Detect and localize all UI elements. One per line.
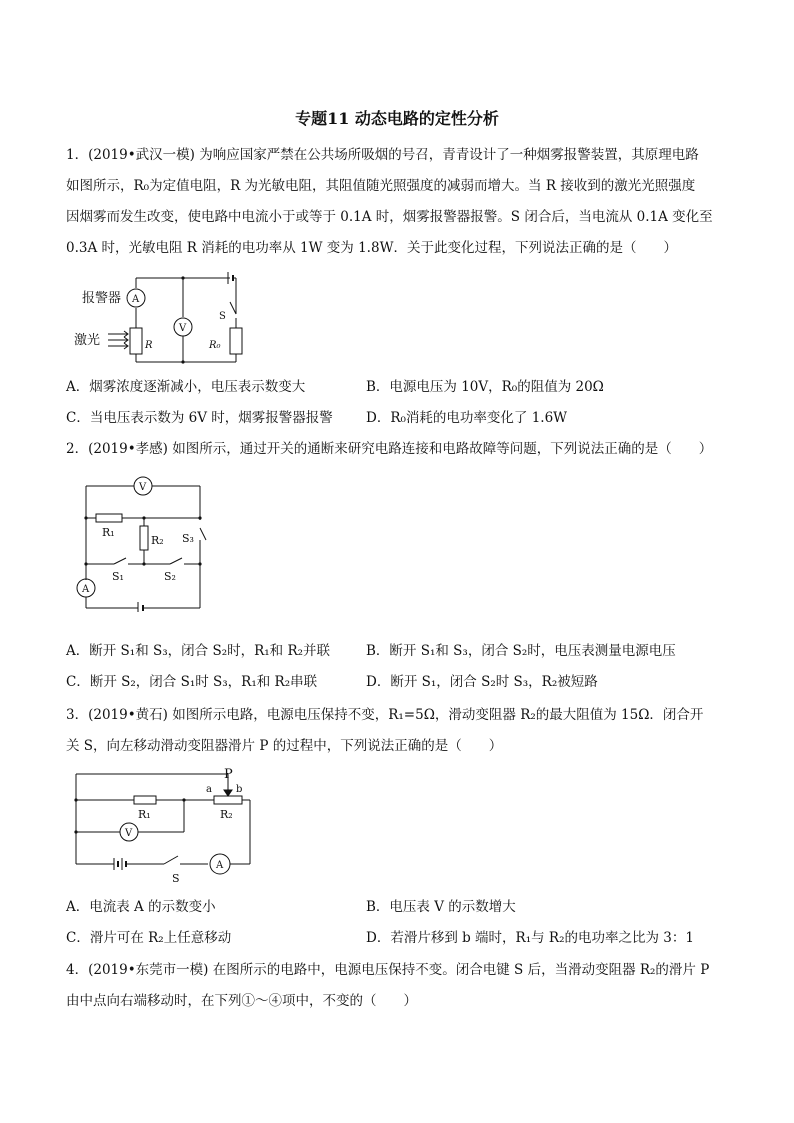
end-a-label: a (206, 784, 212, 795)
question-4-line-2: 由中点向右端移动时，在下列①～④项中，不变的（ ） (66, 993, 417, 1009)
resistor-r2-label: R₂ (220, 808, 233, 821)
question-3-option-b[interactable]: B．电压表 V 的示数增大 (366, 899, 516, 915)
question-2-option-c[interactable]: C．断开 S₂，闭合 S₁时 S₃，R₁和 R₂串联 (66, 674, 318, 690)
question-3-circuit-diagram (70, 766, 260, 886)
question-2-option-d[interactable]: D．断开 S₁，闭合 S₂时 S₃，R₂被短路 (366, 674, 598, 690)
resistor-r0-label: R₀ (209, 340, 221, 351)
switch-s2-label: S₂ (164, 570, 176, 583)
switch-s-label: S (172, 872, 180, 885)
alarm-label: 报警器 (82, 291, 122, 306)
resistor-r1-label: R₁ (138, 808, 151, 821)
slider-p-label: P (224, 767, 233, 782)
question-2-line-1: 2．(2019•孝感) 如图所示，通过开关的通断来研究电路连接和电路故障等问题，下列说法正确的是（ ） (66, 441, 713, 457)
question-4-line-1: 4．(2019•东莞市一模) 在图所示的电路中，电源电压保持不变。闭合电键 S 后，当滑动变阻器 R₂的滑片 P (66, 962, 710, 978)
question-3-option-c[interactable]: C．滑片可在 R₂上任意移动 (66, 930, 232, 946)
end-b-label: b (236, 784, 243, 795)
question-1-option-c[interactable]: C．当电压表示数为 6V 时，烟雾报警器报警 (66, 410, 333, 426)
voltmeter-v-label: V (179, 323, 187, 334)
switch-s1-label: S₁ (112, 570, 124, 583)
question-1-line-3: 因烟雾而发生改变，使电路中电流小于或等于 0.1A 时，烟雾报警器报警。S 闭合后，当电流从 0.1A 变化至 (66, 209, 713, 225)
ammeter-a-label: A (82, 584, 90, 595)
question-1-option-a[interactable]: A．烟雾浓度逐渐减小，电压表示数变大 (66, 379, 306, 395)
resistor-r2-label: R₂ (151, 534, 164, 547)
switch-s3-label: S₃ (182, 532, 194, 545)
switch-s-label: S (219, 311, 226, 322)
voltmeter-v-label: V (125, 828, 133, 839)
laser-label: 激光 (74, 333, 101, 348)
page-title: 专题11 动态电路的定性分析 (295, 109, 499, 128)
question-2-option-b[interactable]: B．断开 S₁和 S₃，闭合 S₂时，电压表测量电源电压 (366, 643, 676, 659)
voltmeter-v-label: V (139, 482, 147, 493)
question-1-option-d[interactable]: D．R₀消耗的电功率变化了 1.6W (366, 410, 568, 426)
question-3-line-2: 关 S，向左移动滑动变阻器滑片 P 的过程中，下列说法正确的是（ ） (66, 738, 503, 754)
question-2-option-a[interactable]: A．断开 S₁和 S₃，闭合 S₂时，R₁和 R₂并联 (66, 643, 331, 659)
question-1-line-2: 如图所示，R₀为定值电阻，R 为光敏电阻，其阻值随光照强度的减弱而增大。当 R 接收到的激光光照强度 (66, 178, 696, 194)
question-3-line-1: 3．(2019•黄石) 如图所示电路，电源电压保持不变，R₁=5Ω，滑动变阻器 R₂的最大阻值为 15Ω．闭合开 (66, 707, 704, 723)
question-3-option-a[interactable]: A．电流表 A 的示数变小 (66, 899, 216, 915)
question-1-option-b[interactable]: B．电源电压为 10V，R₀的阻值为 20Ω (366, 379, 604, 395)
resistor-r-label: R (145, 340, 153, 351)
question-3-option-d[interactable]: D．若滑片移到 b 端时，R₁与 R₂的电功率之比为 3：1 (366, 930, 694, 946)
question-2-circuit-diagram (74, 472, 214, 612)
question-1-circuit-diagram (70, 272, 260, 372)
question-1-line-4: 0.3A 时，光敏电阻 R 消耗的电功率从 1W 变为 1.8W．关于此变化过程，下列说法正确的是（ ） (66, 240, 677, 256)
question-1-line-1: 1．(2019•武汉一模) 为响应国家严禁在公共场所吸烟的号召，青青设计了一种烟雾报警装置，其原理电路 (66, 147, 699, 163)
ammeter-a-label: A (216, 860, 224, 871)
ammeter-a-label: A (132, 294, 140, 305)
resistor-r1-label: R₁ (102, 526, 115, 539)
